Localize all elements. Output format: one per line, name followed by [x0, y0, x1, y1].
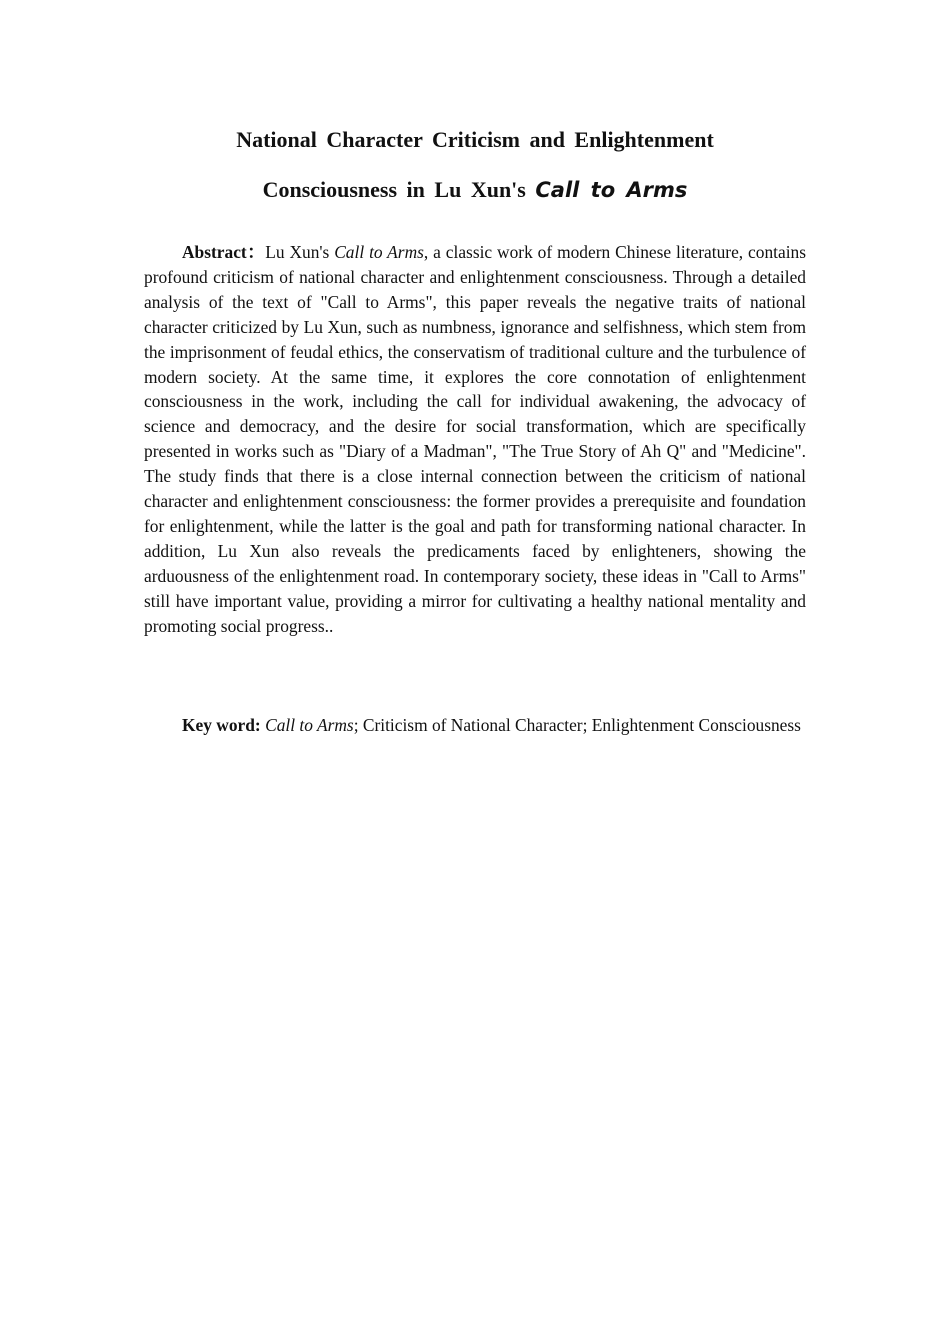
abstract-body: , a classic work of modern Chinese literature, contains profound criticism of national character and enlightenment consciousness. Through a detailed analysis of the text of "Call to Arms", this paper reveals the negative traits of national character criticized by Lu Xun, such as numbness, ignorance and selfishness, which stem from the imprisonment of feudal ethics, the conservatism of traditional culture and the turbulence of modern society. At the same time, it explores the core connotation of enlightenment consciousness in the work, including the call for individual awakening, the advocacy of science and democracy, and the desire for social transformation, which are specifically presented in works such as "Diary of a Madman", "The True Story of Ah Q" and "Medicine". The study finds that there is a close internal connection between the criticism of national character and enlightenment consciousness: the former provides a prerequisite and foundation for enlightenment, while the latter is the goal and path for transforming national character. In addition, Lu Xun also reveals the predicaments faced by enlighteners, showing the arduousness of the enlightenment road. In contemporary society, these ideas in "Call to Arms" still have important value, providing a mirror for cultivating a healthy national mentality and promoting social progress.. — [144, 242, 806, 636]
abstract-lead: Lu Xun's — [265, 242, 335, 262]
keywords-label: Key word: — [182, 715, 261, 735]
title-line-2-prefix: Consciousness in Lu Xun's — [262, 177, 536, 202]
title-line-2 — [144, 172, 806, 222]
title-line-1: National Character Criticism and Enlightenment — [236, 127, 714, 152]
title-work-name: Call to Arms — [535, 178, 688, 202]
paper-title — [144, 122, 806, 222]
abstract-label: Abstract： — [182, 242, 266, 262]
keyword-first: Call to Arms — [265, 715, 354, 735]
keywords-paragraph — [144, 713, 806, 738]
abstract-paragraph — [144, 240, 806, 639]
abstract-work-title: Call to Arms — [334, 242, 424, 262]
keywords-rest: ; Criticism of National Character; Enlightenment Consciousness — [353, 715, 801, 735]
